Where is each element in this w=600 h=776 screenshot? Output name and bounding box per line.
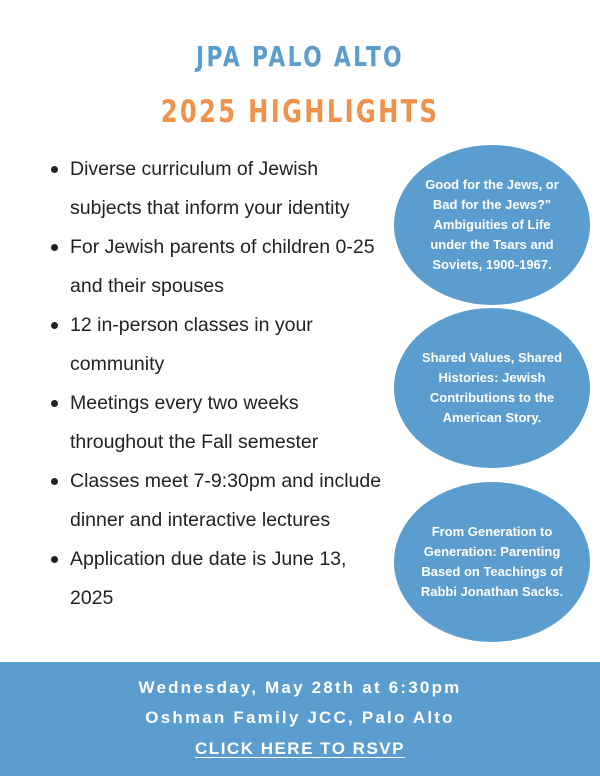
- course-title: Good for the Jews, or Bad for the Jews?" Ambiguities of Life under the Tsars and Soviets, 1900-1967.: [425, 177, 559, 272]
- highlight-item: For Jewish parents of children 0-25 and their spouses: [48, 228, 393, 306]
- highlight-item: Meetings every two weeks throughout the Fall semester: [48, 384, 393, 462]
- event-location: Oshman Family JCC, Palo Alto: [145, 708, 455, 727]
- course-circle-1: [394, 145, 590, 305]
- course-title: From Generation to Generation: Parenting Based on Teachings of Rabbi Jonathan Sacks.: [420, 524, 564, 599]
- page-subtitle: 2025 HIGHLIGHTS: [160, 94, 440, 130]
- highlight-item: 12 in-person classes in your community: [48, 306, 393, 384]
- rsvp-link[interactable]: CLICK HERE TO RSVP: [195, 739, 405, 758]
- event-footer: [0, 662, 600, 776]
- highlights-list: [48, 150, 393, 618]
- page-title: JPA PALO ALTO: [196, 40, 404, 73]
- highlight-item: Classes meet 7-9:30pm and include dinner and interactive lectures: [48, 462, 393, 540]
- highlight-item: Diverse curriculum of Jewish subjects that inform your identity: [48, 150, 393, 228]
- highlight-item: Application due date is June 13, 2025: [48, 540, 393, 618]
- course-title: Shared Values, Shared Histories: Jewish Contributions to the American Story.: [421, 350, 563, 425]
- course-circle-2: [394, 308, 590, 468]
- course-circle-3: [394, 482, 590, 642]
- event-date-time: Wednesday, May 28th at 6:30pm: [138, 678, 462, 697]
